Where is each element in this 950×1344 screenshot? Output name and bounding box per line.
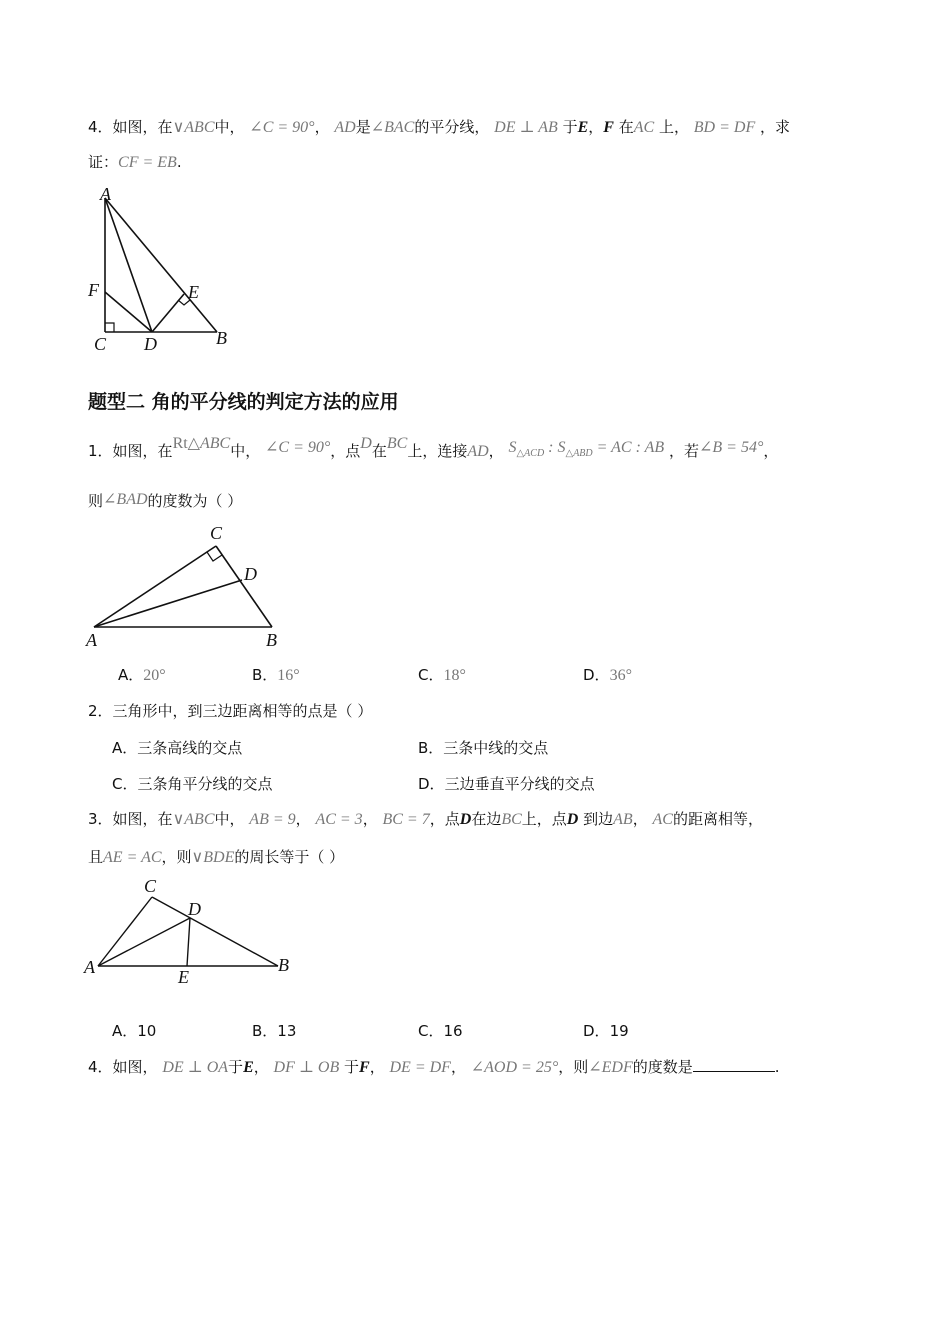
answer-blank[interactable] xyxy=(693,1057,775,1072)
prev-problem-4-line1: 4．如图，在∨ABC中， ∠C = 90°， AD是∠BAC的平分线， DE ⊥ AB 于E，F 在AC 上， BD = DF ，求 xyxy=(88,118,791,136)
q2-option-a[interactable]: A．三条高线的交点 xyxy=(112,739,243,757)
q2-option-b[interactable]: B．三条中线的交点 xyxy=(418,739,549,757)
segment-cb xyxy=(216,546,272,627)
q1-option-b[interactable]: B．16° xyxy=(252,666,300,684)
q1-line2: 则∠BAD的度数为（ ） xyxy=(88,491,243,510)
label-e: E xyxy=(178,967,189,987)
q3-line2: 且AE = AC，则∨BDE的周长等于（ ） xyxy=(88,848,345,866)
label-d: D xyxy=(244,564,257,584)
label-e: E xyxy=(188,282,199,302)
label-b: B xyxy=(278,955,289,975)
section-heading: 题型二 角的平分线的判定方法的应用 xyxy=(88,391,399,413)
q2-option-c[interactable]: C．三条角平分线的交点 xyxy=(112,775,273,793)
q3-option-a[interactable]: A．10 xyxy=(112,1022,157,1040)
right-angle-mark-c xyxy=(207,552,222,561)
segment-de xyxy=(152,294,184,332)
q3-option-b[interactable]: B．13 xyxy=(252,1022,297,1040)
segment-cb xyxy=(152,897,278,966)
label-b: B xyxy=(216,328,227,348)
q2-option-d[interactable]: D．三边垂直平分线的交点 xyxy=(418,775,595,793)
q3-line1: 3．如图，在∨ABC中， AB = 9， AC = 3， BC = 7，点D在边BC上，点D 到边AB， AC的距离相等， xyxy=(88,810,763,828)
segment-de xyxy=(187,918,190,966)
label-c: C xyxy=(210,523,223,543)
q2-stem: 2．三角形中，到三边距离相等的点是（ ） xyxy=(88,702,373,720)
q1-option-d[interactable]: D．36° xyxy=(583,666,632,684)
q3-option-c[interactable]: C．16 xyxy=(418,1022,463,1040)
label-b: B xyxy=(266,630,277,650)
label-d: D xyxy=(188,899,201,919)
segment-ac xyxy=(98,897,152,966)
label-c: C xyxy=(144,876,157,896)
segment-ac xyxy=(94,546,216,627)
figure-prev4-triangle xyxy=(84,186,244,356)
label-a: A xyxy=(100,184,111,204)
right-angle-mark-c xyxy=(105,323,114,332)
q1-option-c[interactable]: C．18° xyxy=(418,666,466,684)
segment-ad xyxy=(98,918,190,966)
q1-option-a[interactable]: A．20° xyxy=(118,666,166,684)
figure-q3-triangle xyxy=(84,878,304,988)
q3-option-d[interactable]: D．19 xyxy=(583,1022,629,1040)
label-d: D xyxy=(144,334,157,354)
figure-q1-triangle xyxy=(86,522,296,652)
segment-ad xyxy=(94,580,242,627)
q4-stem: 4．如图， DE ⊥ OA于E， DF ⊥ OB 于F， DE = DF， ∠AOD = 25°，则∠EDF的度数是 . xyxy=(88,1058,780,1076)
segment-ab xyxy=(105,198,217,332)
label-a: A xyxy=(86,630,97,650)
prev-problem-4-line2: 证：CF = EB. xyxy=(88,153,182,171)
q1-line1: 1．如图，在Rt△ABC中， ∠C = 90°，点D在BC上，连接AD， $S_{\triangle ACD}$ : $S_{\triangle ABD}$ = AC : AB ，若∠B = 54°， xyxy=(88,435,779,460)
label-f: F xyxy=(88,280,99,300)
label-c: C xyxy=(94,334,107,354)
label-a: A xyxy=(84,957,95,977)
